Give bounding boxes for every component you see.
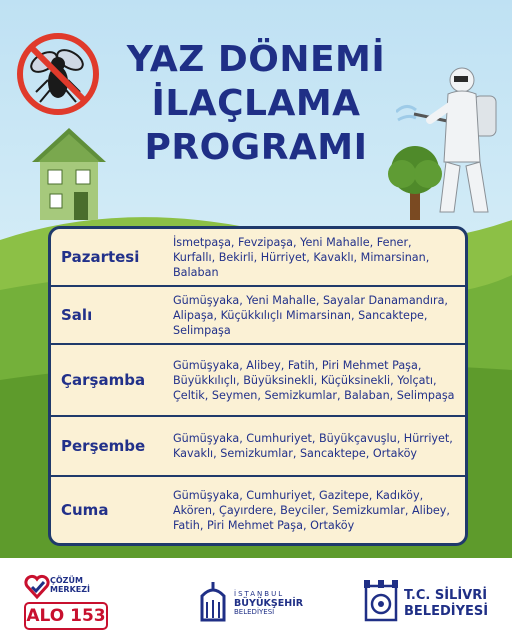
schedule-row-cuma xyxy=(51,477,465,543)
ibb-line-2: BÜYÜKŞEHİR xyxy=(234,598,304,609)
heart-check-icon xyxy=(24,574,50,600)
title-line-1: YAZ DÖNEMİ xyxy=(126,39,386,80)
silivri-logo xyxy=(362,576,492,632)
page-title xyxy=(96,38,416,170)
cozum-line-2: MERKEZİ xyxy=(50,585,91,594)
schedule-row-persembe xyxy=(51,417,465,477)
ibb-line-1: İSTANBUL xyxy=(234,590,285,598)
area-list: Gümüşyaka, Cumhuriyet, Gazitepe, Kadıköy, Akören, Çayırdere, Beyciler, Semizkumlar, Alibey, Fatih, Piri Mehmet Paşa, Ortaköy xyxy=(173,488,450,532)
schedule-row-sali xyxy=(51,287,465,345)
area-list: Gümüşyaka, Cumhuriyet, Büyükçavuşlu, Hürriyet, Kavaklı, Semizkumlar, Sancaktepe, Ortaköy xyxy=(173,432,453,460)
area-list: Gümüşyaka, Alibey, Fatih, Piri Mehmet Paşa, Büyükkılıçlı, Büyüksinekli, Küçüksinekli, Yolçatı, Çeltik, Seymen, Semizkumlar, Balaban, Selimpaşa xyxy=(173,358,455,402)
silivri-line-2: BELEDİYESİ xyxy=(404,604,489,619)
schedule-row-pazartesi xyxy=(51,229,465,287)
cozum-line-1: ÇÖZÜM xyxy=(50,576,83,585)
title-line-2: İLAÇLAMA xyxy=(151,83,361,124)
day-label: Çarşamba xyxy=(61,371,146,389)
silivri-line-1: T.C. SİLİVRİ xyxy=(404,588,488,603)
footer-logos xyxy=(0,566,512,640)
silivri-logo-icon xyxy=(362,578,400,624)
alo-153-badge: ALO 153 xyxy=(24,602,108,630)
schedule-table xyxy=(48,226,468,546)
cozum-text xyxy=(50,576,90,594)
ibb-logo-icon xyxy=(196,580,230,624)
silivri-text xyxy=(404,588,488,620)
area-list: İsmetpaşa, Fevzipaşa, Yeni Mahalle, Fener, Kurfallı, Bekirli, Hürriyet, Kavaklı, Mimarsinan, Balaban xyxy=(173,235,430,279)
day-label: Pazartesi xyxy=(61,248,140,266)
day-label: Perşembe xyxy=(61,437,146,455)
day-label: Salı xyxy=(61,306,93,324)
ibb-logo xyxy=(196,576,316,632)
no-fly-icon xyxy=(14,30,102,118)
day-label: Cuma xyxy=(61,501,109,519)
ibb-line-3: BELEDİYESİ xyxy=(234,608,275,616)
area-list: Gümüşyaka, Yeni Mahalle, Sayalar Danamandıra, Alipaşa, Küçükkılıçlı Mimarsinan, Sancaktepe, Selimpaşa xyxy=(173,293,448,337)
schedule-row-carsamba xyxy=(51,345,465,417)
cozum-merkezi-logo xyxy=(22,572,112,634)
ibb-text xyxy=(234,590,303,617)
title-line-3: PROGRAMI xyxy=(144,127,368,168)
